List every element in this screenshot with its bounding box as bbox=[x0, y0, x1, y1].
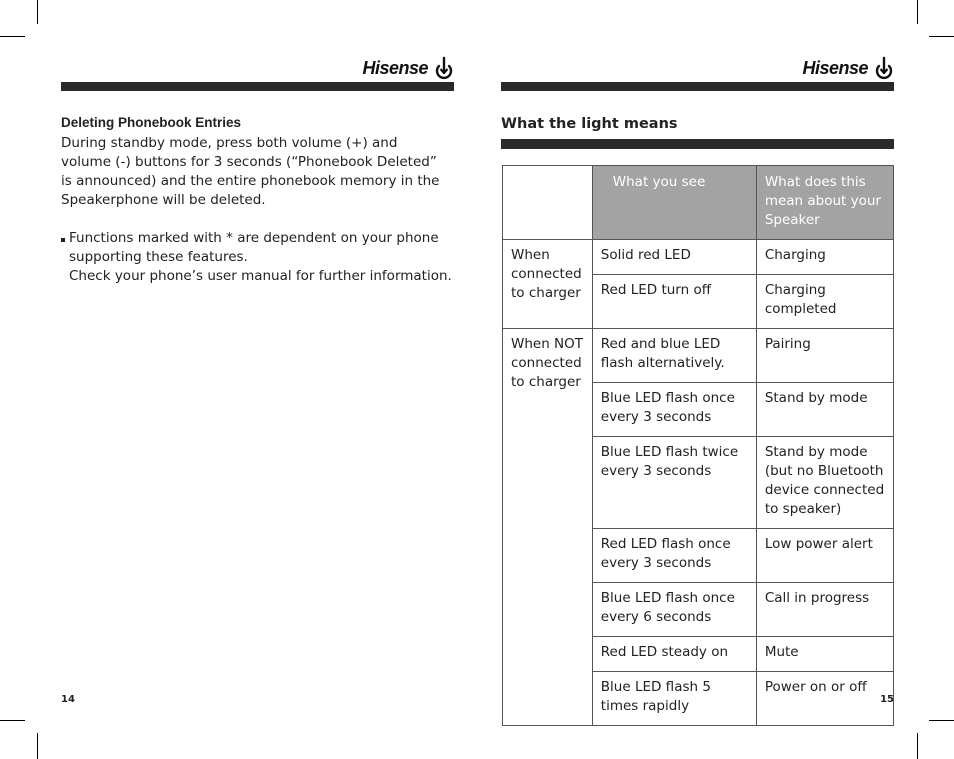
page-number: 14 bbox=[61, 694, 75, 705]
crop-mark bbox=[917, 733, 918, 759]
table-cell-meaning: Stand by mode bbox=[756, 383, 893, 437]
table-cell-what-you-see: Solid red LED bbox=[592, 240, 756, 275]
table-cell-what-you-see: Blue LED flash 5 times rapidly bbox=[592, 672, 756, 726]
header-bar bbox=[501, 82, 894, 91]
note-bullet bbox=[61, 229, 454, 286]
table-cell-meaning: Pairing bbox=[756, 329, 893, 383]
brand-wordmark: Hisense bbox=[362, 57, 428, 78]
bullet-icon bbox=[61, 229, 69, 286]
group-label-connected: When connected to charger bbox=[503, 240, 593, 329]
table-header-empty bbox=[503, 166, 593, 240]
table-cell-meaning: Charging completed bbox=[756, 275, 893, 329]
table-cell-meaning: Call in progress bbox=[756, 583, 893, 637]
table-cell-meaning: Mute bbox=[756, 637, 893, 672]
table-cell-what-you-see: Blue LED flash once every 6 seconds bbox=[592, 583, 756, 637]
table-row bbox=[503, 240, 894, 275]
crop-mark bbox=[929, 36, 954, 37]
brand-logo bbox=[802, 56, 894, 80]
table-header-what-you-see: What you see bbox=[592, 166, 756, 240]
table-cell-what-you-see: Red LED steady on bbox=[592, 637, 756, 672]
table-cell-meaning: Power on or off bbox=[756, 672, 893, 726]
crop-mark bbox=[37, 0, 38, 24]
table-cell-meaning: Stand by mode (but no Bluetooth device connected to speaker) bbox=[756, 437, 893, 529]
section-divider-bar bbox=[501, 139, 894, 149]
table-cell-what-you-see: Red and blue LED flash alternatively. bbox=[592, 329, 756, 383]
brand-emblem-icon bbox=[434, 56, 454, 80]
table-header-meaning: What does this mean about your Speaker bbox=[756, 166, 893, 240]
section-heading: What the light means bbox=[501, 116, 678, 132]
left-page bbox=[61, 0, 454, 759]
section-heading: Deleting Phonebook Entries bbox=[61, 115, 242, 130]
header-bar bbox=[61, 82, 454, 91]
table-cell-meaning: Charging bbox=[756, 240, 893, 275]
note-text: Functions marked with * are dependent on your phone supporting these features. Check your phone’s user manual for further information. bbox=[69, 230, 452, 284]
brand-logo bbox=[362, 56, 454, 80]
table-cell-what-you-see: Red LED flash once every 3 seconds bbox=[592, 529, 756, 583]
table-cell-what-you-see: Blue LED flash once every 3 seconds bbox=[592, 383, 756, 437]
table-header-row bbox=[503, 166, 894, 240]
crop-mark bbox=[917, 0, 918, 24]
light-meaning-table bbox=[502, 165, 894, 726]
table-cell-what-you-see: Blue LED flash twice every 3 seconds bbox=[592, 437, 756, 529]
instruction-paragraph: During standby mode, press both volume (+) and volume (-) buttons for 3 seconds (“Phonebook Deleted” is announced) and the entire phonebook memory in the Speakerphone will be deleted. bbox=[61, 135, 440, 208]
brand-emblem-icon bbox=[874, 56, 894, 80]
table-cell-meaning: Low power alert bbox=[756, 529, 893, 583]
right-page bbox=[501, 0, 894, 759]
crop-mark bbox=[0, 36, 25, 37]
table-cell-what-you-see: Red LED turn off bbox=[592, 275, 756, 329]
crop-mark bbox=[929, 720, 954, 721]
crop-mark bbox=[0, 720, 25, 721]
brand-wordmark: Hisense bbox=[802, 57, 868, 78]
table-row bbox=[503, 329, 894, 383]
page-number: 15 bbox=[880, 694, 894, 705]
crop-mark bbox=[37, 733, 38, 759]
group-label-not-connected: When NOT connected to charger bbox=[503, 329, 593, 726]
